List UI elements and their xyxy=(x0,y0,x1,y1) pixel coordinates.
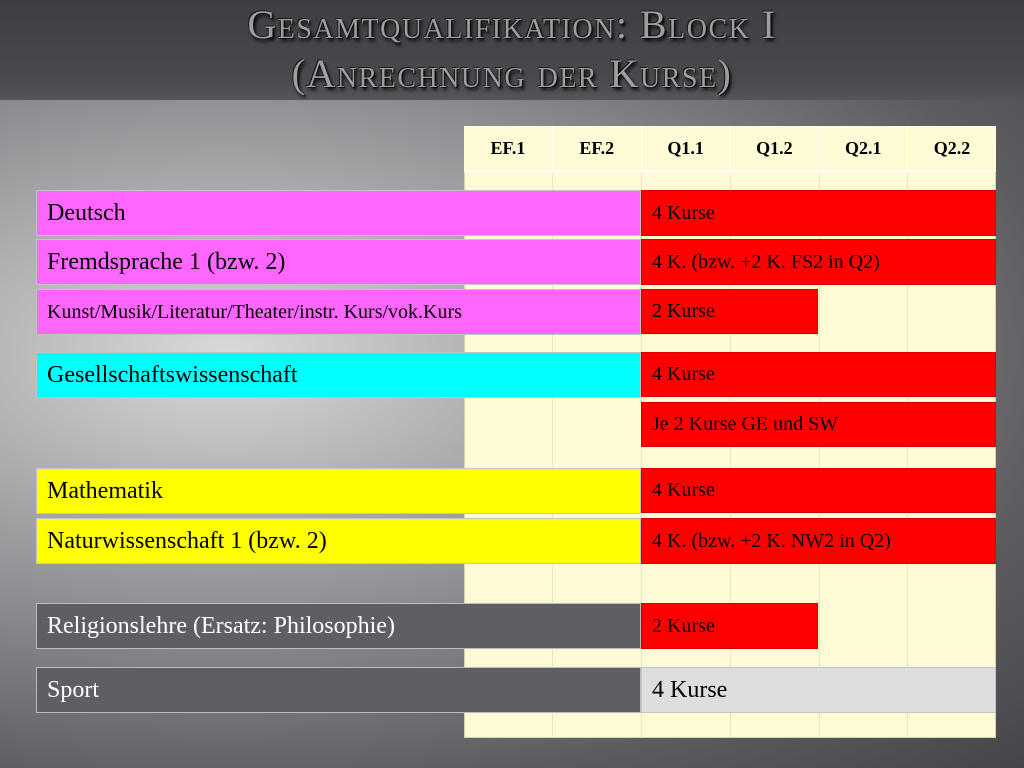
subject-gesellschaftswissenschaft: Gesellschaftswissenschaft xyxy=(36,352,641,398)
course-count-fremdsprache: 4 K. (bzw. +2 K. FS2 in Q2) xyxy=(641,239,996,285)
course-count-naturwissenschaft: 4 K. (bzw. +2 K. NW2 in Q2) xyxy=(641,518,996,564)
semester-header-ef1: EF.1 xyxy=(464,126,553,170)
subject-mathematik: Mathematik xyxy=(36,468,641,514)
subject-sport: Sport xyxy=(36,667,641,713)
course-count-gesellschaftswissenschaft: 4 Kurse xyxy=(641,352,996,397)
course-count-deutsch: 4 Kurse xyxy=(641,190,996,236)
semester-header-row xyxy=(464,126,996,172)
semester-header-q22: Q2.2 xyxy=(933,137,971,158)
subject-deutsch: Deutsch xyxy=(36,190,641,236)
subject-naturwissenschaft: Naturwissenschaft 1 (bzw. 2) xyxy=(36,518,641,564)
semester-header-q11: Q1.1 xyxy=(642,126,731,170)
subject-kunst-musik: Kunst/Musik/Literatur/Theater/instr. Kurs/vok.Kurs xyxy=(36,289,641,335)
course-count-mathematik: 4 Kurse xyxy=(641,468,996,513)
subject-fremdsprache: Fremdsprache 1 (bzw. 2) xyxy=(36,239,641,285)
slide-title: Gesamtqualifikation: Block I xyxy=(247,2,777,47)
semester-header-ef2: EF.2 xyxy=(553,126,642,170)
course-count-kunst-musik: 2 Kurse xyxy=(641,289,818,334)
semester-header-q21: Q2.1 xyxy=(819,126,908,170)
subject-religionslehre: Religionslehre (Ersatz: Philosophie) xyxy=(36,603,641,649)
slide-subtitle: (Anrechnung der Kurse) xyxy=(291,51,733,96)
semester-header-q12: Q1.2 xyxy=(730,126,819,170)
course-count-religionslehre: 2 Kurse xyxy=(641,603,818,649)
course-count-ge-sw: Je 2 Kurse GE und SW xyxy=(641,402,996,447)
course-count-sport: 4 Kurse xyxy=(641,667,996,713)
